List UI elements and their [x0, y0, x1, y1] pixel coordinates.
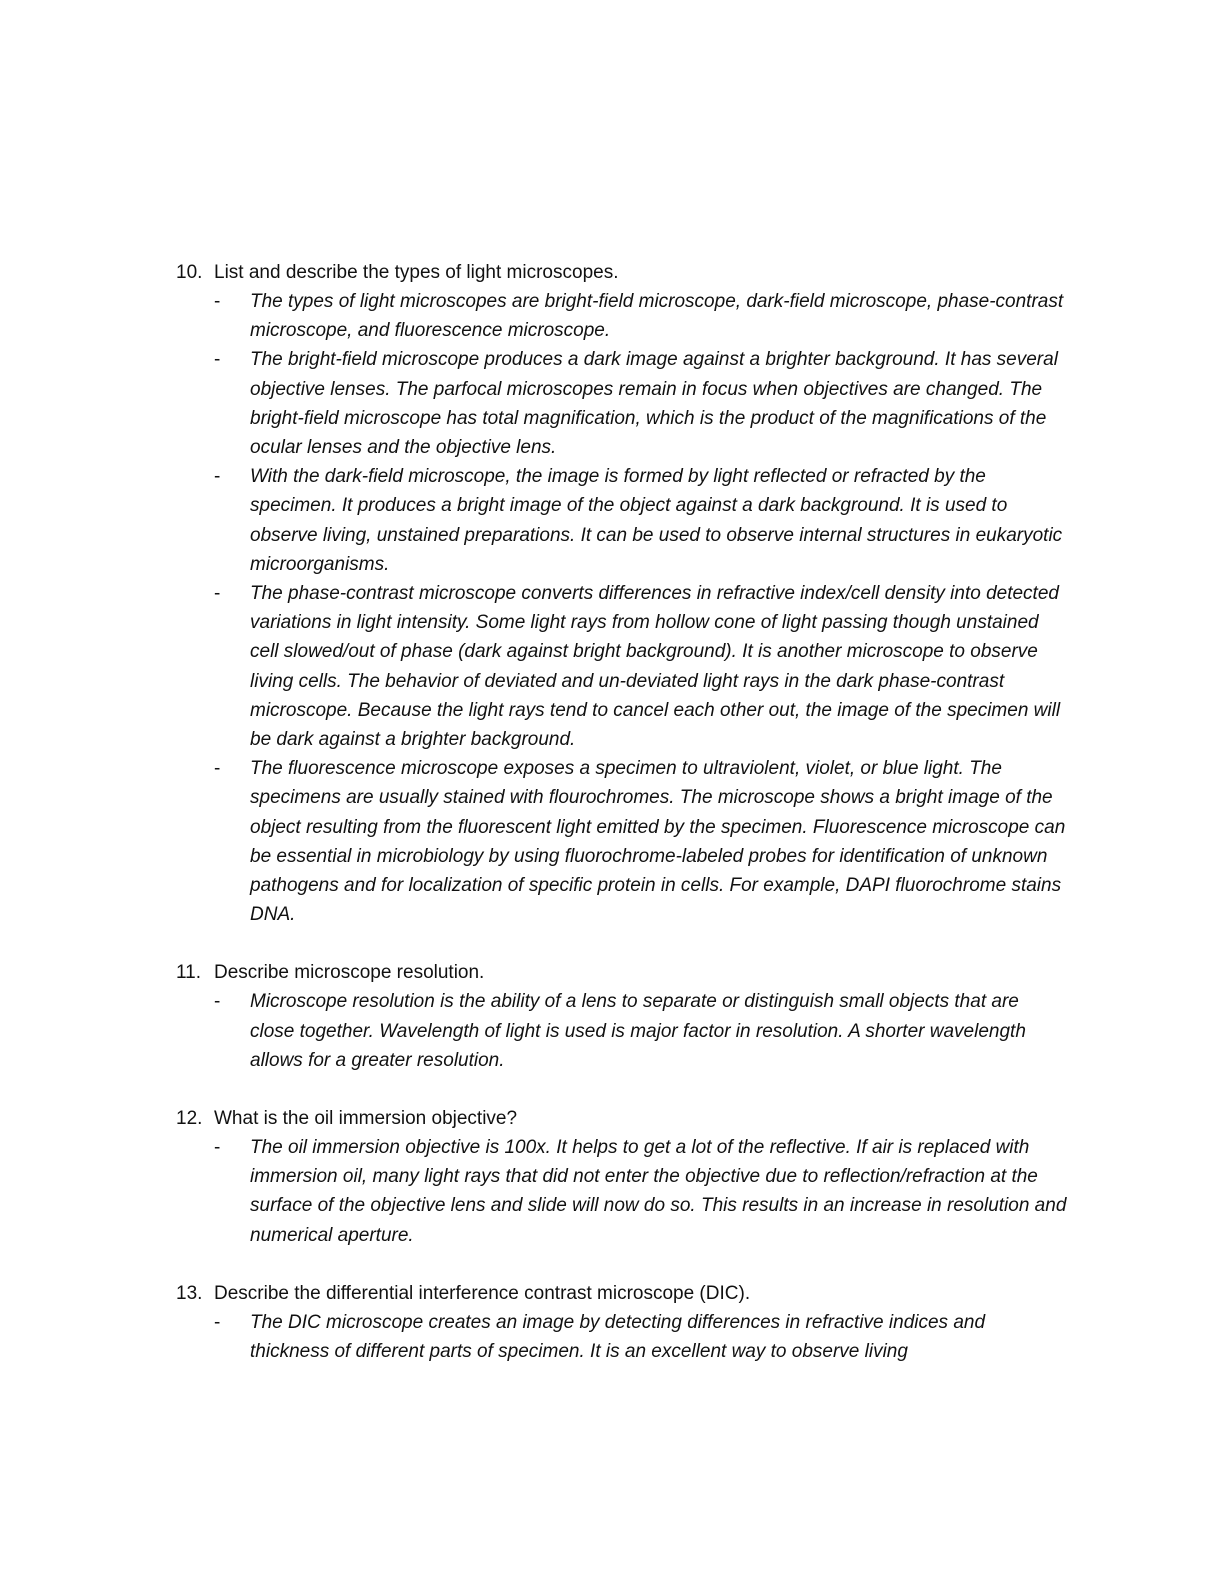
answer-item: [176, 345, 1076, 462]
question-number: 12.: [176, 1108, 203, 1130]
answer-text: The oil immersion objective is 100x. It helps to get a lot of the reflective. If air is replaced with immersion oil, many light rays that did not enter the objective due to reflection/refraction at the surface of the objective lens and slide will now do so. This results in an increase in resolution and numerical aperture.: [250, 1137, 1067, 1246]
question-heading: [176, 258, 1076, 287]
answer-item: [176, 754, 1076, 929]
bullet-dash: -: [214, 991, 221, 1013]
question-13: [176, 1279, 1076, 1366]
question-text: What is the oil immersion objective?: [214, 1108, 518, 1130]
question-10: [176, 258, 1076, 929]
bullet-dash: -: [214, 1311, 221, 1333]
bullet-dash: -: [214, 583, 221, 605]
question-text: Describe the differential interference contrast microscope (DIC).: [214, 1282, 751, 1304]
bullet-dash: -: [214, 758, 221, 780]
answer-item: [176, 1308, 1076, 1366]
answer-item: [176, 987, 1076, 1075]
answer-text: The DIC microscope creates an image by detecting differences in refractive indices and thickness of different parts of specimen. It is an excellent way to observe living: [250, 1311, 986, 1363]
answer-text: The bright-field microscope produces a dark image against a brighter background. It has several objective lenses. The parfocal microscopes remain in focus when objectives are changed. The bright-field microscope has total magnification, which is the product of the magnifications of the ocular lenses and the objective lens.: [250, 349, 1058, 459]
answer-text: Microscope resolution is the ability of a lens to separate or distinguish small objects that are close together. Wavelength of light is used is major factor in resolution. A shorter wavelength allows for a greater resolution.: [250, 991, 1026, 1071]
question-heading: [176, 958, 1076, 987]
question-text: Describe microscope resolution.: [214, 962, 485, 984]
question-list: [176, 258, 1076, 1395]
answer-item: [176, 1133, 1076, 1250]
question-heading: [176, 1104, 1076, 1133]
bullet-dash: -: [214, 1137, 221, 1159]
answer-text: The fluorescence microscope exposes a specimen to ultraviolent, violet, or blue light. The specimens are usually stained with flourochromes. The microscope shows a bright image of the object resulting from the fluorescent light emitted by the specimen. Fluorescence microscope can be essential in microbiology by using fluorochrome-labeled probes for identification of unknown pathogens and for localization of specific protein in cells. For example, DAPI fluorochrome stains DNA.: [250, 758, 1066, 926]
answer-text: With the dark-field microscope, the image is formed by light reflected or refracted by the specimen. It produces a bright image of the object against a dark background. It is used to observe living, unstained preparations. It can be used to observe internal structures in eukaryotic microorganisms.: [250, 466, 1063, 575]
question-text: List and describe the types of light microscopes.: [214, 262, 619, 283]
bullet-dash: -: [214, 291, 221, 312]
answer-item: [176, 462, 1076, 579]
question-number: 11.: [176, 962, 202, 984]
answer-item: [176, 287, 1076, 345]
answer-item: [176, 579, 1076, 754]
answer-text: The phase-contrast microscope converts differences in refractive index/cell density into detected variations in light intensity. Some light rays from hollow cone of light passing though unstained cell slowed/out of phase (dark against bright background). It is another microscope to observe living cells. The behavior of deviated and un-deviated light rays in the dark phase-contrast microscope. Because the light rays tend to cancel each other out, the image of the specimen will be dark against a brighter background.: [250, 583, 1061, 751]
answer-text: The types of light microscopes are bright-field microscope, dark-field microscope, phase-contrast microscope, and fluorescence microscope.: [250, 291, 1064, 342]
bullet-dash: -: [214, 466, 221, 488]
question-12: [176, 1104, 1076, 1250]
question-11: [176, 958, 1076, 1075]
question-heading: [176, 1279, 1076, 1308]
question-number: 13.: [176, 1282, 203, 1304]
question-number: 10.: [176, 262, 203, 283]
bullet-dash: -: [214, 349, 221, 371]
